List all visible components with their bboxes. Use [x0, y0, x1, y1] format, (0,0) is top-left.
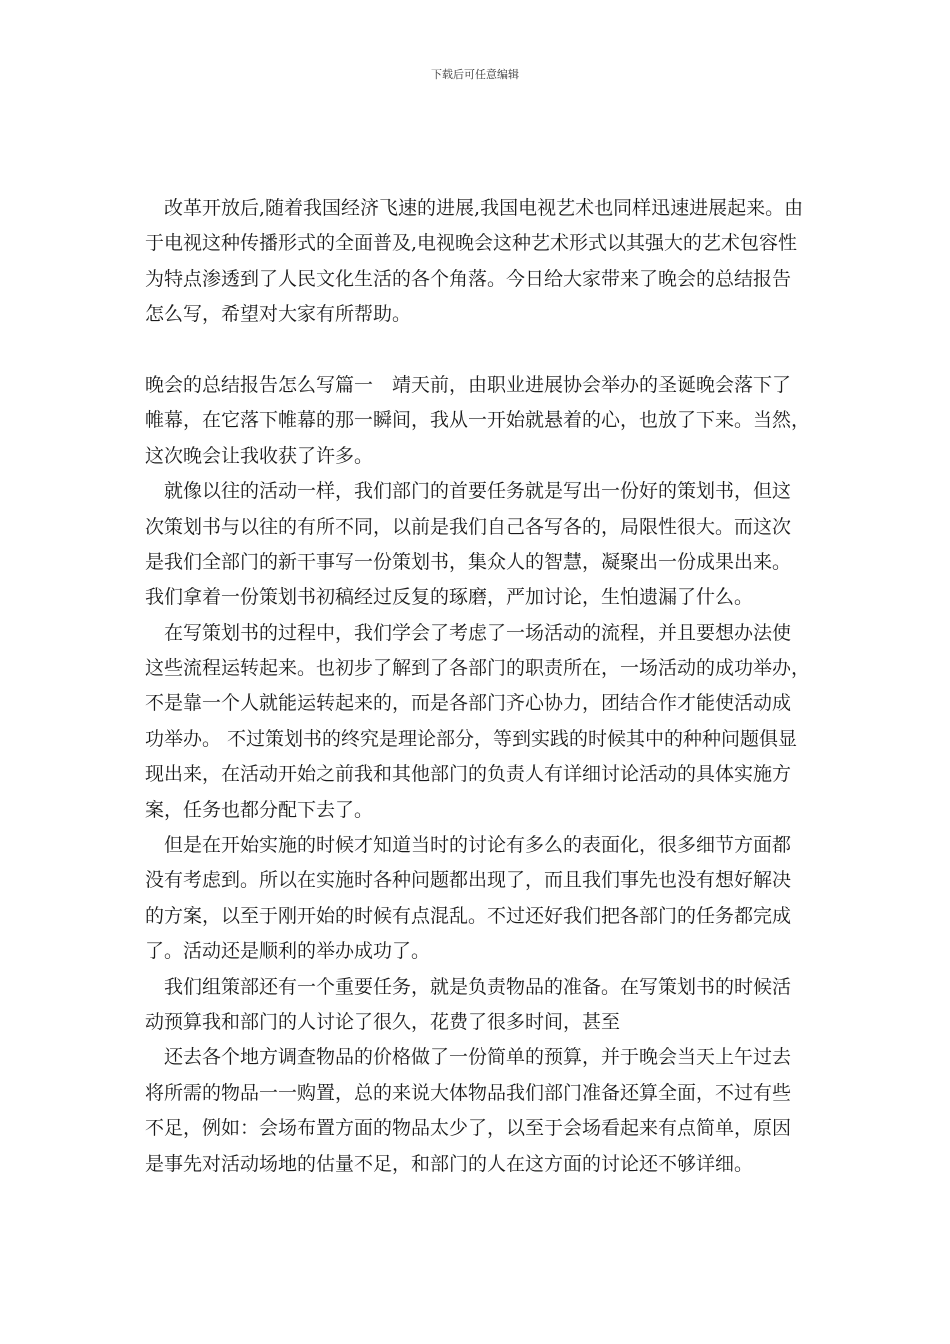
intro-line: 改革开放后,随着我国经济飞速的进展,我国电视艺术也同样迅速进展起来。由	[164, 197, 804, 219]
article-line: 在写策划书的过程中，我们学会了考虑了一场活动的流程，并且要想办法使	[164, 621, 792, 644]
intro-line: 于电视这种传播形式的全面普及,电视晚会这种艺术形式以其强大的艺术包容性	[145, 232, 798, 255]
article-line: 将所需的物品一一购置，总的来说大体物品我们部门准备还算全面，不过有些	[145, 1081, 792, 1104]
article-line: 是我们全部门的新干事写一份策划书，集众人的智慧，凝聚出一份成果出来。	[145, 550, 792, 573]
article-line: 案，任务也都分配下去了。	[145, 798, 374, 821]
article-line: 次策划书与以往的有所不同，以前是我们自己各写各的，局限性很大。而这次	[145, 515, 792, 538]
article-line: 没有考虑到。所以在实施时各种问题都出现了，而且我们事先也没有想好解决	[145, 869, 792, 892]
article-line: 我们组策部还有一个重要任务，就是负责物品的准备。在写策划书的时候活	[164, 975, 792, 998]
article-line: 了。活动还是顺利的举办成功了。	[145, 940, 431, 963]
article-line: 帷幕，在它落下帷幕的那一瞬间，我从一开始就悬着的心，也放了下来。当然，	[145, 409, 811, 432]
article-line: 这些流程运转起来。也初步了解到了各部门的职责所在，一场活动的成功举办，	[145, 657, 811, 680]
article-line: 是事先对活动场地的估量不足，和部门的人在这方面的讨论还不够详细。	[145, 1152, 754, 1175]
article-line: 功举办。 不过策划书的终究是理论部分，等到实践的时候其中的种种问题俱显	[145, 727, 798, 750]
article-line: 就像以往的活动一样，我们部门的首要任务就是写出一份好的策划书，但这	[164, 480, 792, 503]
paragraph-gap	[145, 333, 811, 368]
article-line: 还去各个地方调查物品的价格做了一份简单的预算，并于晚会当天上午过去	[164, 1046, 792, 1069]
article-line: 但是在开始实施的时候才知道当时的讨论有多么的表面化，很多细节方面都	[164, 834, 792, 857]
document-body	[145, 191, 811, 1182]
article-line: 这次晚会让我收获了许多。	[145, 444, 374, 467]
article-line: 不是靠一个人就能运转起来的，而是各部门齐心协力，团结合作才能使活动成	[145, 692, 792, 715]
article-line: 动预算我和部门的人讨论了很久，花费了很多时间，甚至	[145, 1010, 621, 1033]
intro-line: 怎么写，希望对大家有所帮助。	[145, 303, 412, 326]
article-line: 不足，例如：会场布置方面的物品太少了，以至于会场看起来有点简单，原因	[145, 1117, 792, 1140]
article-line: 我们拿着一份策划书初稿经过反复的琢磨，严加讨论，生怕遗漏了什么。	[145, 586, 754, 609]
article-line: 的方案，以至于刚开始的时候有点混乱。不过还好我们把各部门的任务都完成	[145, 904, 792, 927]
intro-line: 为特点渗透到了人民文化生活的各个角落。今日给大家带来了晚会的总结报告	[145, 267, 792, 290]
section-title-line: 晚会的总结报告怎么写篇一 靖天前，由职业进展协会举办的圣诞晚会落下了	[145, 373, 792, 396]
article-line: 现出来，在活动开始之前我和其他部门的负责人有详细讨论活动的具体实施方	[145, 763, 792, 786]
page-header-note: 下载后可任意编辑	[431, 68, 519, 81]
